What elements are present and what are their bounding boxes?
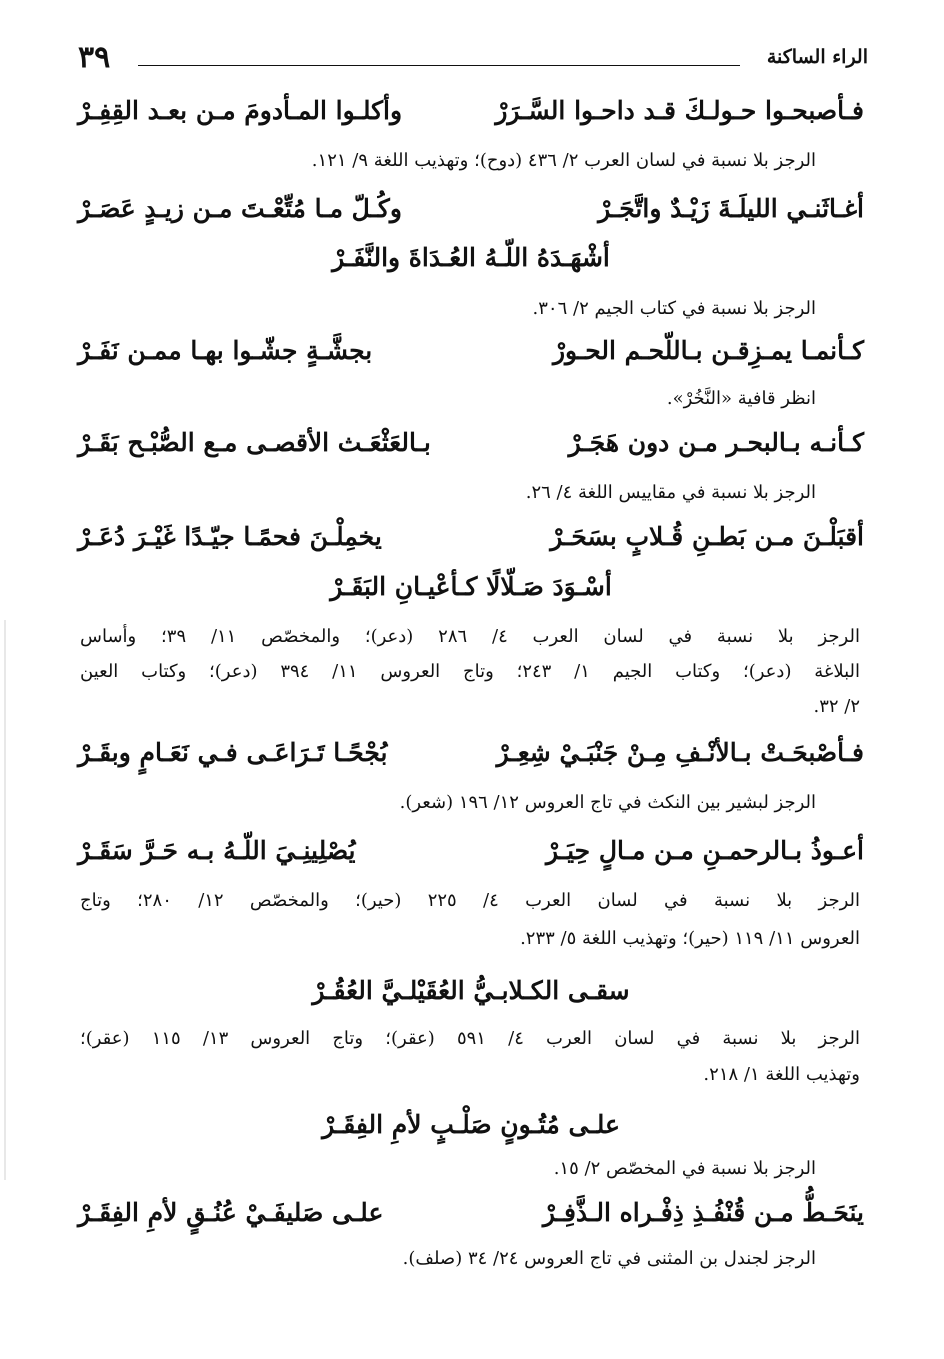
verse-hemistich-left: وأكلـوا المـأدومَ مـن بعـد القِفِـرْ xyxy=(78,96,403,125)
source-paragraph-line: الرجز بلا نسبة في لسان العرب ٤/ ٢٨٦ (دعر)؛ والمخصّص ١١/ ٣٩؛ وأساس xyxy=(80,626,860,647)
verse-hemistich-left: يُصْلِينِـيَ اللّـهُ بـه حَـرَّ سَقَـرْ xyxy=(78,836,356,865)
verse-line-centered xyxy=(78,1110,864,1152)
verse-line xyxy=(78,522,864,564)
verse-line-centered xyxy=(78,976,864,1018)
source-paragraph-line: وتهذيب اللغة ١/ ٢١٨. xyxy=(703,1064,860,1085)
running-header xyxy=(78,40,868,78)
source-paragraph-line: ٢/ ٣٢. xyxy=(813,696,860,717)
verse-hemistich-left: بُجْحًـا تَـرَاعَـى فـي نَعَـامٍ وبقَـرْ xyxy=(78,738,388,767)
source-paragraph-line: البلاغة (دعر)؛ وكتاب الجيم ١/ ٢٤٣؛ وتاج العروس ١١/ ٣٩٤ (دعر)؛ وكتاب العين xyxy=(80,661,860,682)
source-note: الرجز بلا نسبة في كتاب الجيم ٢/ ٣٠٦. xyxy=(532,298,816,319)
verse-hemistich-right: أقبَلْـنَ مـن بَطـنِ قُـلابٍ بسَحَـرْ xyxy=(550,522,864,551)
verse-hemistich-right: كـأنـه بـالبحـر مـن دون هَجَـرْ xyxy=(568,428,864,457)
verse-line xyxy=(78,96,864,138)
verse-hemistich-right: ينَحَـطُّ مـن قُنْفُـذِ ذِفْـراه الـذَّفِـرْ xyxy=(542,1198,864,1227)
verse-centered: أشْهَـدَهُ اللّـهُ العُـدَاةَ والنَّفَـرْ xyxy=(332,243,610,272)
verse-hemistich-left: بـالعَثْعَـث الأقصـى مـع الصُّبْـح بَقَـرْ xyxy=(78,428,431,457)
source-paragraph-line: الرجز بلا نسبة في لسان العرب ٤/ ٥٩١ (عقر)؛ وتاج العروس ١٣/ ١١٥ (عقر)؛ xyxy=(80,1028,860,1049)
verse-hemistich-right: كـأنمـا يمـزِقـن بـاللّحـم الحـورْ xyxy=(552,336,864,365)
verse-hemistich-left: بجشَّـةٍ جشّـوا بهـا ممـن نَفَـرْ xyxy=(78,336,373,365)
verse-centered: علـى مُتُـونٍ صَلْـبٍ لأمِ الفِقَـرْ xyxy=(322,1110,620,1139)
verse-centered: أسْـوَدَ صَـلّالًا كـأعْيـانِ البَقَـرْ xyxy=(330,572,612,601)
verse-line-centered xyxy=(78,243,864,285)
verse-hemistich-left: وكُـلّ مـا مُتِّعْـتَ مـن زيـدٍ عَصَـرْ xyxy=(78,194,402,223)
verse-hemistich-right: فـأصبحـوا حـولـكَ قـد داحـوا السَّـرَرْ xyxy=(495,96,864,125)
verse-line xyxy=(78,336,864,378)
verse-line xyxy=(78,428,864,470)
verse-hemistich-left: علـى صَليفَـيْ عُنُـقٍ لأمِ الفِقَـرْ xyxy=(78,1198,384,1227)
header-title: الراء الساكنة xyxy=(766,46,868,68)
source-note: الرجز بلا نسبة في المخصّص ٢/ ١٥. xyxy=(553,1158,816,1179)
source-note: الرجز لبشير بين النكث في تاج العروس ١٢/ ١٩٦ (شعر). xyxy=(399,792,816,813)
verse-hemistich-right: أغـاثَنـي الليلَـةَ زَيْـدٌ واتَّجَـرْ xyxy=(598,194,864,223)
verse-line-centered xyxy=(78,572,864,614)
header-rule xyxy=(138,65,740,66)
source-note: الرجز بلا نسبة في مقاييس اللغة ٤/ ٢٦. xyxy=(525,482,816,503)
verse-centered: سقـى الكـلابـيُّ العُقَيْلـيَّ العُقُـرْ xyxy=(312,976,630,1005)
source-note: الرجز بلا نسبة في لسان العرب ٢/ ٤٣٦ (دوح)؛ وتهذيب اللغة ٩/ ١٢١. xyxy=(311,150,816,171)
verse-line xyxy=(78,738,864,780)
cross-reference-note: انظر قافية «النَّخُرْ». xyxy=(666,388,816,409)
verse-line xyxy=(78,194,864,236)
verse-hemistich-left: يخمِلْـنَ فحمًـا جيّـدًا غَيْـرَ دُعَـرْ xyxy=(78,522,382,551)
page-number: ٣٩ xyxy=(78,40,111,75)
verse-line xyxy=(78,1198,864,1240)
source-paragraph-line: الرجز بلا نسبة في لسان العرب ٤/ ٢٢٥ (حير)؛ والمخصّص ١٢/ ٢٨٠؛ وتاج xyxy=(80,890,860,911)
verse-hemistich-right: أعـوذُ بـالرحمـنِ مـن مـالٍ حِيَـرْ xyxy=(546,836,864,865)
source-note: الرجز لجندل بن المثنى في تاج العروس ٢٤/ ٣٤ (صلف). xyxy=(402,1248,816,1269)
source-paragraph-line: العروس ١١/ ١١٩ (حير)؛ وتهذيب اللغة ٥/ ٢٣٣. xyxy=(520,928,860,949)
verse-hemistich-right: فـأصْبحَـتْ بـالأنْـفِ مِـنْ جَنْبَـيْ شِعِـرْ xyxy=(496,738,864,767)
verse-line xyxy=(78,836,864,878)
scan-edge-shadow xyxy=(4,620,6,1180)
